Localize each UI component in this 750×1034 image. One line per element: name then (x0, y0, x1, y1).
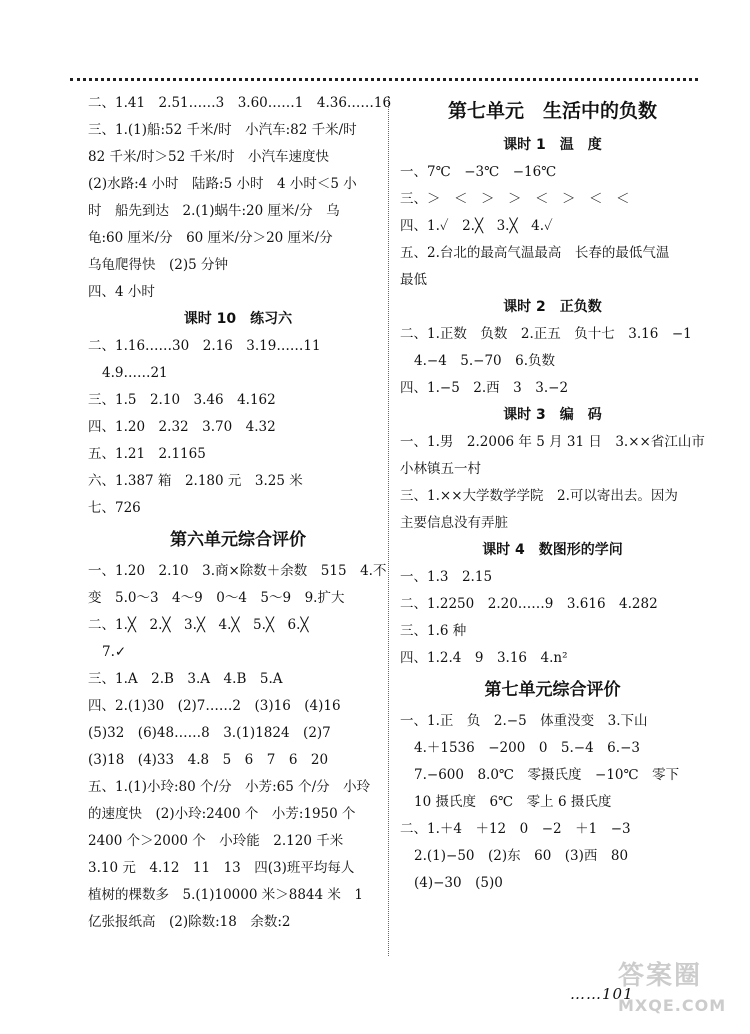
answer-line: 一、7℃ −3℃ −16℃ (400, 164, 557, 180)
answer-line: 2.(1)−50 (2)东 60 (3)西 80 (414, 848, 629, 864)
answer-line: 时 船先到达 2.(1)蜗牛:20 厘米/分 乌 (88, 203, 340, 219)
answer-line: 亿张报纸高 (2)除数:18 余数:2 (88, 914, 291, 930)
page-number: ……101 (570, 985, 634, 1003)
unit7-evaluation-heading: 第七单元综合评价 (484, 680, 621, 700)
answers-block-lesson2 (400, 321, 705, 402)
answer-line: 四、1.2.4 9 3.16 4.n² (400, 650, 568, 666)
watermark-bottom-text: MXQE.COM (618, 996, 727, 1015)
answer-line: 4.−4 5.−70 6.负数 (414, 353, 556, 369)
lesson2-heading: 课时 2 正负数 (503, 299, 602, 315)
lesson1-heading: 课时 1 温 度 (503, 137, 602, 153)
answer-line: 7.✓ (102, 644, 127, 660)
answer-line: 二、1.41 2.51……3 3.60……1 4.36……16 (88, 95, 392, 111)
answer-line: 四、1.20 2.32 3.70 4.32 (88, 419, 276, 435)
right-column (400, 90, 705, 897)
answer-line: 六、1.387 箱 2.180 元 3.25 米 (88, 473, 303, 489)
answer-line: 七、726 (88, 500, 141, 516)
answer-line: 三、1.6 种 (400, 623, 467, 639)
answer-line: 龟:60 厘米/分 60 厘米/分＞20 厘米/分 (88, 230, 333, 246)
top-dotted-divider (70, 78, 698, 81)
answer-line: 一、1.3 2.15 (400, 569, 493, 585)
answer-line: (4)−30 (5)0 (414, 875, 503, 891)
answer-line: 三、1.××大学数学学院 2.可以寄出去。因为 (400, 488, 678, 504)
answers-block-lesson1 (400, 159, 705, 294)
answer-line: 二、1.╳ 2.╳ 3.╳ 4.╳ 5.╳ 6.╳ (88, 617, 309, 633)
answer-line: 一、1.男 2.2006 年 5 月 31 日 3.××省江山市 (400, 434, 705, 450)
answer-line: 2400 个＞2000 个 小玲能 2.120 千米 (88, 833, 344, 849)
lesson4-heading: 课时 4 数图形的学问 (482, 542, 623, 558)
page-number-value: 101 (602, 985, 634, 1003)
answer-line: 四、1.−5 2.西 3 3.−2 (400, 380, 569, 396)
answer-line: 最低 (400, 272, 427, 288)
lesson10-heading: 课时 10 练习六 (183, 311, 293, 327)
answer-line: (2)水路:4 小时 陆路:5 小时 4 小时＜5 小 (88, 176, 357, 192)
unit7-heading: 第七单元 生活中的负数 (447, 100, 657, 122)
answers-block-lesson9 (88, 90, 392, 306)
answer-line: 7.−600 8.0℃ 零摄氏度 −10℃ 零下 (414, 767, 680, 783)
watermark-logo (618, 955, 748, 1033)
answer-line: 乌龟爬得快 (2)5 分钟 (88, 257, 229, 273)
answer-line: 主要信息没有弄脏 (400, 515, 508, 531)
answer-line: 植树的棵数多 5.(1)10000 米＞8844 米 1 (88, 887, 363, 903)
answer-line: 10 摄氏度 6℃ 零上 6 摄氏度 (414, 794, 612, 810)
answer-line: 小林镇五一村 (400, 461, 481, 477)
answers-block-unit6 (88, 558, 388, 936)
answer-line: 五、2.台北的最高气温最高 长春的最低气温 (400, 245, 670, 261)
answer-line: 三、1.A 2.B 3.A 4.B 5.A (88, 671, 283, 687)
answer-line: 五、1.21 2.1165 (88, 446, 206, 462)
answer-line: 二、1.正数 负数 2.正五 负十七 3.16 −1 (400, 326, 692, 342)
left-column (88, 90, 392, 936)
answer-line: 四、1.✓ 2.╳ 3.╳ 4.✓ (400, 218, 553, 234)
answer-line: 4.9……21 (102, 365, 168, 381)
answer-line: 二、1.16……30 2.16 3.19……11 (88, 338, 321, 354)
answer-line: 五、1.(1)小玲:80 个/分 小芳:65 个/分 小玲 (88, 779, 371, 795)
answer-line: 3.10 元 4.12 11 13 四(3)班平均每人 (88, 860, 355, 876)
answer-line: 四、2.(1)30 (2)7……2 (3)16 (4)16 (88, 698, 341, 714)
answer-line: (3)18 (4)33 4.8 5 6 7 6 20 (88, 752, 329, 768)
answer-line: 的速度快 (2)小玲:2400 个 小芳:1950 个 (88, 806, 356, 822)
answer-line: 二、1.＋4 ＋12 0 −2 ＋1 −3 (400, 821, 631, 837)
answer-line: 三、1.5 2.10 3.46 4.162 (88, 392, 276, 408)
answer-line: (5)32 (6)48……8 3.(1)1824 (2)7 (88, 725, 331, 741)
answer-line: 4.＋1536 −200 0 5.−4 6.−3 (414, 740, 640, 756)
answer-line: 一、1.正 负 2.−5 体重没变 3.下山 (400, 713, 648, 729)
answers-block-unit7 (400, 708, 705, 897)
answer-line: 三、1.(1)船:52 千米/时 小汽车:82 千米/时 (88, 122, 357, 138)
answer-line: 一、1.20 2.10 3.商×除数＋余数 515 4.不 (88, 563, 387, 579)
answers-block-lesson4 (400, 564, 705, 672)
answer-line: 变 5.0～3 4～9 0～4 5～9 9.扩大 (88, 590, 345, 606)
answers-block-lesson3 (400, 429, 705, 537)
answer-line: 三、＞ ＜ ＞ ＞ ＜ ＞ ＜ ＜ (400, 191, 630, 207)
answer-line: 82 千米/时＞52 千米/时 小汽车速度快 (88, 149, 330, 165)
answer-line: 四、4 小时 (88, 284, 155, 300)
answers-block-lesson10 (88, 333, 388, 522)
column-divider (388, 96, 389, 956)
unit6-evaluation-heading: 第六单元综合评价 (170, 530, 306, 550)
answer-line: 二、1.2250 2.20……9 3.616 4.282 (400, 596, 658, 612)
lesson3-heading: 课时 3 编 码 (503, 407, 602, 423)
watermark-top-text: 答案圈 (618, 961, 703, 991)
